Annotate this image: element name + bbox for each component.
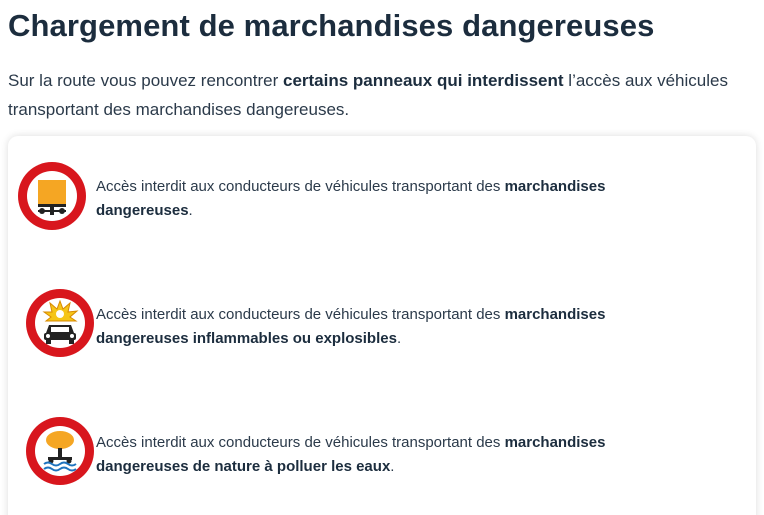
sign-description-end: .: [390, 458, 395, 475]
sign-description-bold: marchandises dangereuses inflammables ou explosibles: [96, 306, 606, 347]
sign-description-text: Accès interdit aux conducteurs de véhicules transportant des: [96, 306, 505, 323]
intro-text-bold: certains panneaux qui interdissent: [282, 71, 564, 90]
sign-description: [96, 303, 676, 351]
sign-description-end: .: [188, 202, 193, 219]
page-title: Chargement de marchandises dangereuses: [8, 8, 655, 43]
intro-paragraph: [8, 66, 738, 124]
sign-description-bold: marchandises dangereuses: [96, 178, 606, 219]
no-dangerous-goods-vehicles-sign-icon: [16, 160, 88, 232]
sign-description: [96, 431, 676, 479]
sign-description-text: Accès interdit aux conducteurs de véhicules transportant des: [96, 434, 505, 451]
sign-description-bold: marchandises dangereuses de nature à polluer les eaux: [96, 434, 606, 475]
signs-card: [8, 136, 756, 515]
no-water-polluting-goods-sign-icon: [24, 415, 96, 487]
no-explosive-flammable-goods-sign-icon: [24, 287, 96, 359]
intro-text-start: Sur la route vous pouvez rencontrer: [8, 71, 283, 90]
sign-description: [96, 175, 676, 223]
intro-text-end: l’accès aux véhicules transportant des marchandises dangereuses.: [8, 71, 728, 119]
sign-description-text: Accès interdit aux conducteurs de véhicules transportant des: [96, 178, 505, 195]
sign-description-end: .: [396, 330, 402, 347]
